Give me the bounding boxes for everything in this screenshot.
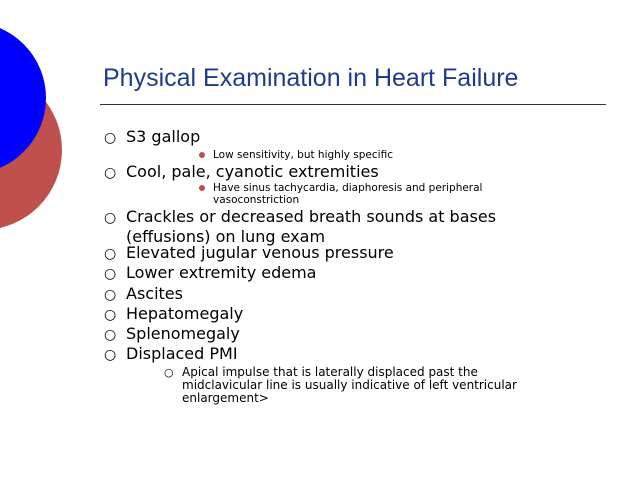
sub-sub-bullet-text-line: midclavicular line is usually indicative of left ventricular [182,378,517,392]
bullet-item [104,324,240,345]
sub-bullet-text-line: Have sinus tachycardia, diaphoresis and peripheral [213,182,483,194]
bullet-text: Ascites [126,284,183,303]
sub-bullet-dot-icon [199,185,205,191]
bullet-marker-icon: ○ [104,246,117,262]
bullet-text-line: Crackles or decreased breath sounds at bases [126,207,497,226]
bullet-text: Cool, pale, cyanotic extremities [126,162,379,181]
bullet-marker-icon: ○ [104,210,117,226]
sub-bullet-dot-icon [199,152,205,158]
bullet-item [104,162,379,183]
bullet-item [104,207,496,247]
bullet-item [104,344,238,365]
bullet-item [104,284,183,305]
title-divider [100,104,606,105]
sub-bullet-item [213,149,393,161]
bullet-marker-icon: ○ [104,165,117,181]
bullet-marker-icon: ○ [104,307,117,323]
bullet-text: Hepatomegaly [126,304,244,323]
bullet-item [104,243,394,264]
bullet-marker-icon: ○ [104,130,117,146]
slide-title: Physical Examination in Heart Failure [103,64,519,92]
bullet-text-line: (effusions) on lung exam [126,227,326,246]
bullet-marker-icon: ○ [104,266,117,282]
bullet-marker-icon: ○ [104,347,117,363]
bullet-text: Splenomegaly [126,324,240,343]
bullet-marker-icon: ○ [104,287,117,303]
sub-bullet-text: Low sensitivity, but highly specific [213,149,393,161]
bullet-marker-icon: ○ [104,327,117,343]
bullet-item [104,263,316,284]
bullet-text: S3 gallop [126,127,201,146]
sub-bullet-item [213,182,482,206]
bullet-item [104,127,200,148]
decorative-circles [0,0,90,260]
bullet-marker-icon: ○ [164,366,174,379]
bullet-text: Displaced PMI [126,344,238,363]
sub-bullet-text-line: vasoconstriction [213,194,300,206]
bullet-item [104,304,243,325]
bullet-text: Lower extremity edema [126,263,317,282]
sub-sub-bullet-text-line: enlargement> [182,391,269,405]
sub-sub-bullet-text-line: Apical impulse that is laterally displaced past the [182,365,478,379]
bullet-text: Elevated jugular venous pressure [126,243,394,262]
